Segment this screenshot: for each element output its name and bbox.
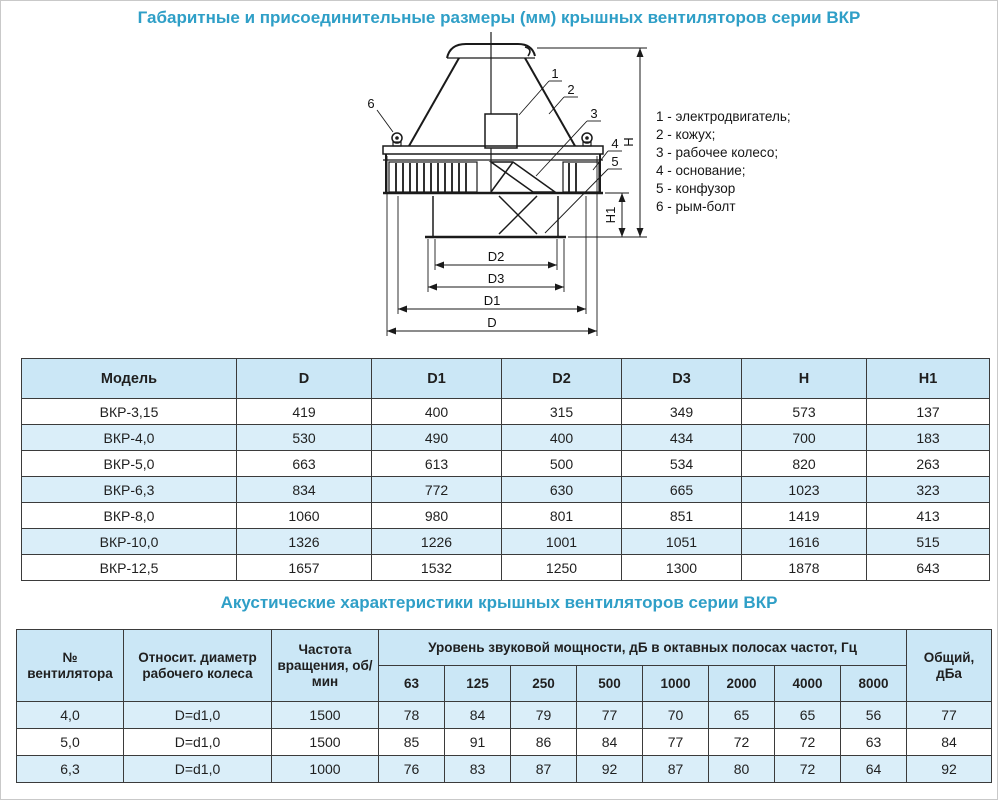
table-cell: 834 xyxy=(237,477,372,503)
table-cell: 413 xyxy=(867,503,990,529)
acoustic-table xyxy=(16,629,992,783)
table-cell: 1500 xyxy=(272,702,379,729)
column-header-d3: D3 xyxy=(622,359,742,399)
column-header-h1: H1 xyxy=(867,359,990,399)
table-cell: 79 xyxy=(511,702,577,729)
table-row xyxy=(22,425,990,451)
table-cell: 1000 xyxy=(272,756,379,783)
table-cell: ВКР-6,3 xyxy=(22,477,237,503)
table-row xyxy=(22,503,990,529)
table-cell: 183 xyxy=(867,425,990,451)
table-cell: 92 xyxy=(577,756,643,783)
dimension-label-d1: D1 xyxy=(483,293,501,308)
part-number-2: 2 xyxy=(567,82,575,97)
table-cell: 1250 xyxy=(502,555,622,581)
column-header-freq-500: 500 xyxy=(577,666,643,702)
table-cell: 1657 xyxy=(237,555,372,581)
table-cell: 490 xyxy=(372,425,502,451)
table-cell: 83 xyxy=(445,756,511,783)
table-cell: 419 xyxy=(237,399,372,425)
column-header-h: H xyxy=(742,359,867,399)
table-cell: 64 xyxy=(841,756,907,783)
table-cell: 801 xyxy=(502,503,622,529)
fan-technical-drawing xyxy=(331,30,661,352)
table-cell: 78 xyxy=(379,702,445,729)
table-row xyxy=(22,529,990,555)
table-cell: 56 xyxy=(841,702,907,729)
table-row xyxy=(22,451,990,477)
table-cell: 1419 xyxy=(742,503,867,529)
dimension-label-h1: H1 xyxy=(603,206,618,224)
table-cell: D=d1,0 xyxy=(124,756,272,783)
table-cell: 5,0 xyxy=(17,729,124,756)
legend-item: 1 - электродвигатель; xyxy=(656,109,791,124)
table-cell: 77 xyxy=(643,729,709,756)
table-cell: 85 xyxy=(379,729,445,756)
table-cell: ВКР-4,0 xyxy=(22,425,237,451)
table-cell: 77 xyxy=(907,702,992,729)
legend-item: 3 - рабочее колесо; xyxy=(656,145,779,160)
table-cell: 1532 xyxy=(372,555,502,581)
table-cell: 1051 xyxy=(622,529,742,555)
column-header-freq-125: 125 xyxy=(445,666,511,702)
table-cell: 1023 xyxy=(742,477,867,503)
column-header-freq-2000: 2000 xyxy=(709,666,775,702)
column-header-freq-63: 63 xyxy=(379,666,445,702)
table-row xyxy=(22,555,990,581)
dimension-arrowheads xyxy=(387,48,644,335)
table-cell: 80 xyxy=(709,756,775,783)
table-cell: 137 xyxy=(867,399,990,425)
table-cell: 851 xyxy=(622,503,742,529)
table-cell: 65 xyxy=(709,702,775,729)
table-cell: 820 xyxy=(742,451,867,477)
legend-item: 6 - рым-болт xyxy=(656,199,736,214)
part-number-3: 3 xyxy=(590,106,598,121)
table-cell: 1616 xyxy=(742,529,867,555)
column-header-total: Общий, дБа xyxy=(907,630,992,702)
table-cell: 400 xyxy=(502,425,622,451)
column-header-speed: Частота вращения, об/мин xyxy=(272,630,379,702)
table-cell: 72 xyxy=(775,729,841,756)
table-cell: 700 xyxy=(742,425,867,451)
column-header-d1: D1 xyxy=(372,359,502,399)
table-cell: 434 xyxy=(622,425,742,451)
table-cell: 84 xyxy=(577,729,643,756)
column-header-model: Модель xyxy=(22,359,237,399)
column-header-freq-8000: 8000 xyxy=(841,666,907,702)
legend-item: 4 - основание; xyxy=(656,163,746,178)
table-cell: 534 xyxy=(622,451,742,477)
table-cell: 91 xyxy=(445,729,511,756)
table-cell: 400 xyxy=(372,399,502,425)
table-row xyxy=(17,702,992,729)
table-cell: ВКР-5,0 xyxy=(22,451,237,477)
table-cell: 87 xyxy=(511,756,577,783)
table-cell: 980 xyxy=(372,503,502,529)
table-cell: 665 xyxy=(622,477,742,503)
table-cell: 72 xyxy=(775,756,841,783)
column-header-d: D xyxy=(237,359,372,399)
table-cell: D=d1,0 xyxy=(124,702,272,729)
table-cell: 4,0 xyxy=(17,702,124,729)
dimension-label-d2: D2 xyxy=(487,249,505,264)
table-cell: ВКР-3,15 xyxy=(22,399,237,425)
table-cell: 613 xyxy=(372,451,502,477)
table-cell: 1878 xyxy=(742,555,867,581)
table-cell: ВКР-8,0 xyxy=(22,503,237,529)
column-header-freq-1000: 1000 xyxy=(643,666,709,702)
dimension-label-d: D xyxy=(487,315,497,330)
table-row xyxy=(22,399,990,425)
part-number-1: 1 xyxy=(551,66,559,81)
page-title-acoustic: Акустические характеристики крышных вентиляторов серии ВКР xyxy=(220,593,778,612)
table-cell: 86 xyxy=(511,729,577,756)
part-number-6: 6 xyxy=(367,96,375,111)
table-cell: 663 xyxy=(237,451,372,477)
table-cell: 1001 xyxy=(502,529,622,555)
table-row xyxy=(17,729,992,756)
table-cell: 76 xyxy=(379,756,445,783)
dimensions-table-body xyxy=(22,399,990,581)
diagram-legend xyxy=(656,108,791,216)
table-cell: 84 xyxy=(445,702,511,729)
table-cell: ВКР-10,0 xyxy=(22,529,237,555)
legend-item: 2 - кожух; xyxy=(656,127,716,142)
table-cell: 349 xyxy=(622,399,742,425)
table-cell: 92 xyxy=(907,756,992,783)
table-cell: 630 xyxy=(502,477,622,503)
dimension-label-h: H xyxy=(621,137,636,147)
part-number-5: 5 xyxy=(611,154,619,169)
table-cell: 65 xyxy=(775,702,841,729)
table-cell: 500 xyxy=(502,451,622,477)
dimensions-table xyxy=(21,358,990,581)
column-header-d2: D2 xyxy=(502,359,622,399)
acoustic-table-body xyxy=(17,702,992,783)
table-cell: 1326 xyxy=(237,529,372,555)
table-cell: 70 xyxy=(643,702,709,729)
table-cell: 77 xyxy=(577,702,643,729)
legend-item: 5 - конфузор xyxy=(656,181,736,196)
table-cell: 772 xyxy=(372,477,502,503)
column-header-freq-250: 250 xyxy=(511,666,577,702)
column-header-freq-4000: 4000 xyxy=(775,666,841,702)
part-number-4: 4 xyxy=(611,136,619,151)
table-cell: 84 xyxy=(907,729,992,756)
fan-drawing-lines xyxy=(377,32,647,336)
fan-diagram-section xyxy=(1,28,997,352)
acoustic-table-header-row-1 xyxy=(17,630,992,666)
dimension-label-d3: D3 xyxy=(487,271,505,286)
table-cell: 1060 xyxy=(237,503,372,529)
table-cell: 315 xyxy=(502,399,622,425)
table-cell: 323 xyxy=(867,477,990,503)
table-cell: 87 xyxy=(643,756,709,783)
table-cell: 1226 xyxy=(372,529,502,555)
table-cell: 72 xyxy=(709,729,775,756)
table-cell: 6,3 xyxy=(17,756,124,783)
column-header-rel-diameter: Относит. диаметр рабочего колеса xyxy=(124,630,272,702)
table-cell: 530 xyxy=(237,425,372,451)
table-row xyxy=(17,756,992,783)
table-cell: 573 xyxy=(742,399,867,425)
table-row xyxy=(22,477,990,503)
page-title-dimensions: Габаритные и присоединительные размеры (мм) крышных вентиляторов серии ВКР xyxy=(137,8,861,27)
table-cell: 63 xyxy=(841,729,907,756)
table-cell: 1500 xyxy=(272,729,379,756)
table-cell: 643 xyxy=(867,555,990,581)
column-header-fan-number: № вентилятора xyxy=(17,630,124,702)
table-cell: 515 xyxy=(867,529,990,555)
table-cell: D=d1,0 xyxy=(124,729,272,756)
dimensions-table-header-row xyxy=(22,359,990,399)
table-cell: ВКР-12,5 xyxy=(22,555,237,581)
table-cell: 263 xyxy=(867,451,990,477)
column-header-sound-power: Уровень звуковой мощности, дБ в октавных полосах частот, Гц xyxy=(379,630,907,666)
table-cell: 1300 xyxy=(622,555,742,581)
